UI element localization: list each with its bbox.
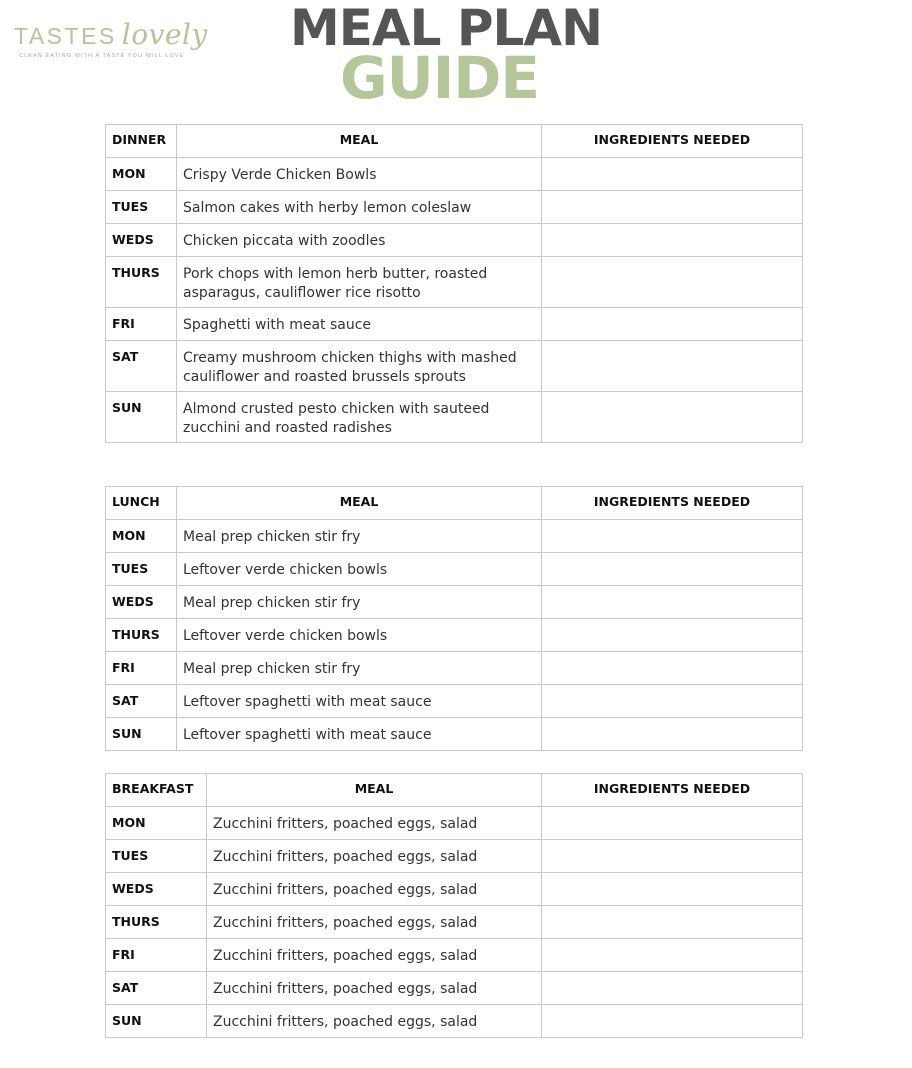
- lunch-ingredients-header: INGREDIENTS NEEDED: [542, 487, 803, 520]
- ingredients-cell: [542, 158, 803, 191]
- table-row: [106, 873, 803, 906]
- table-row: [106, 257, 803, 308]
- meal-cell: Salmon cakes with herby lemon coleslaw: [177, 191, 542, 224]
- ingredients-cell: [542, 972, 803, 1005]
- lunch-table: [105, 486, 803, 751]
- ingredients-cell: [542, 906, 803, 939]
- day-label: THURS: [106, 257, 177, 308]
- brand-name-lovely: lovely: [121, 18, 208, 51]
- table-row: [106, 652, 803, 685]
- meal-cell: Zucchini fritters, poached eggs, salad: [207, 807, 542, 840]
- meal-cell: Leftover spaghetti with meat sauce: [177, 718, 542, 751]
- meal-cell: Spaghetti with meat sauce: [177, 308, 542, 341]
- meal-cell: Meal prep chicken stir fry: [177, 520, 542, 553]
- table-row: [106, 972, 803, 1005]
- day-label: MON: [106, 158, 177, 191]
- ingredients-cell: [542, 586, 803, 619]
- table-row: [106, 224, 803, 257]
- ingredients-cell: [542, 685, 803, 718]
- day-label: FRI: [106, 939, 207, 972]
- ingredients-cell: [542, 939, 803, 972]
- table-row: [106, 685, 803, 718]
- ingredients-cell: [542, 807, 803, 840]
- meal-cell: Meal prep chicken stir fry: [177, 652, 542, 685]
- ingredients-cell: [542, 619, 803, 652]
- meal-cell: Meal prep chicken stir fry: [177, 586, 542, 619]
- table-row: [106, 553, 803, 586]
- ingredients-cell: [542, 520, 803, 553]
- day-label: THURS: [106, 619, 177, 652]
- dinner-ingredients-header: INGREDIENTS NEEDED: [542, 125, 803, 158]
- table-row: [106, 191, 803, 224]
- meal-cell: Zucchini fritters, poached eggs, salad: [207, 906, 542, 939]
- page-title-line-2: GUIDE: [340, 44, 540, 112]
- day-label: THURS: [106, 906, 207, 939]
- meal-cell: Chicken piccata with zoodles: [177, 224, 542, 257]
- ingredients-cell: [542, 191, 803, 224]
- table-row: [106, 158, 803, 191]
- day-label: WEDS: [106, 873, 207, 906]
- breakfast-table: [105, 773, 803, 1038]
- table-row: [106, 308, 803, 341]
- day-label: SAT: [106, 341, 177, 392]
- brand-name-tastes: TASTES: [14, 23, 117, 49]
- meal-cell: Zucchini fritters, poached eggs, salad: [207, 873, 542, 906]
- day-label: MON: [106, 520, 177, 553]
- ingredients-cell: [542, 873, 803, 906]
- breakfast-meal-header: MEAL: [207, 774, 542, 807]
- table-row: [106, 619, 803, 652]
- table-row: [106, 520, 803, 553]
- lunch-meal-header: MEAL: [177, 487, 542, 520]
- brand-tagline: CLEAN EATING WITH A TASTE YOU WILL LOVE: [19, 53, 185, 59]
- day-label: MON: [106, 807, 207, 840]
- meal-cell: Leftover verde chicken bowls: [177, 619, 542, 652]
- table-row: [106, 341, 803, 392]
- lunch-section-label: LUNCH: [106, 487, 177, 520]
- table-row: [106, 1005, 803, 1038]
- table-row: [106, 939, 803, 972]
- page-title-line-1: MEAL PLAN: [290, 0, 602, 57]
- ingredients-cell: [542, 553, 803, 586]
- meal-cell: Pork chops with lemon herb butter, roasted asparagus, cauliflower rice risotto: [177, 257, 542, 308]
- day-label: TUES: [106, 553, 177, 586]
- breakfast-section-label: BREAKFAST: [106, 774, 207, 807]
- dinner-meal-header: MEAL: [177, 125, 542, 158]
- table-row: [106, 840, 803, 873]
- ingredients-cell: [542, 392, 803, 443]
- day-label: SAT: [106, 685, 177, 718]
- dinner-table: [105, 124, 803, 443]
- day-label: WEDS: [106, 224, 177, 257]
- meal-cell: Leftover verde chicken bowls: [177, 553, 542, 586]
- meal-cell: Zucchini fritters, poached eggs, salad: [207, 1005, 542, 1038]
- ingredients-cell: [542, 224, 803, 257]
- day-label: FRI: [106, 308, 177, 341]
- table-row: [106, 392, 803, 443]
- day-label: SAT: [106, 972, 207, 1005]
- ingredients-cell: [542, 1005, 803, 1038]
- dinner-section-label: DINNER: [106, 125, 177, 158]
- ingredients-cell: [542, 341, 803, 392]
- meal-cell: Zucchini fritters, poached eggs, salad: [207, 840, 542, 873]
- meal-cell: Crispy Verde Chicken Bowls: [177, 158, 542, 191]
- table-row: [106, 906, 803, 939]
- meal-cell: Almond crusted pesto chicken with sauteed zucchini and roasted radishes: [177, 392, 542, 443]
- ingredients-cell: [542, 652, 803, 685]
- day-label: WEDS: [106, 586, 177, 619]
- day-label: FRI: [106, 652, 177, 685]
- table-row: [106, 718, 803, 751]
- ingredients-cell: [542, 718, 803, 751]
- meal-cell: Zucchini fritters, poached eggs, salad: [207, 939, 542, 972]
- brand-logo: [14, 18, 208, 64]
- day-label: SUN: [106, 1005, 207, 1038]
- meal-cell: Leftover spaghetti with meat sauce: [177, 685, 542, 718]
- breakfast-ingredients-header: INGREDIENTS NEEDED: [542, 774, 803, 807]
- meal-cell: Creamy mushroom chicken thighs with mashed cauliflower and roasted brussels sprouts: [177, 341, 542, 392]
- table-row: [106, 586, 803, 619]
- day-label: TUES: [106, 191, 177, 224]
- day-label: SUN: [106, 718, 177, 751]
- table-row: [106, 807, 803, 840]
- ingredients-cell: [542, 308, 803, 341]
- ingredients-cell: [542, 257, 803, 308]
- ingredients-cell: [542, 840, 803, 873]
- day-label: TUES: [106, 840, 207, 873]
- day-label: SUN: [106, 392, 177, 443]
- meal-cell: Zucchini fritters, poached eggs, salad: [207, 972, 542, 1005]
